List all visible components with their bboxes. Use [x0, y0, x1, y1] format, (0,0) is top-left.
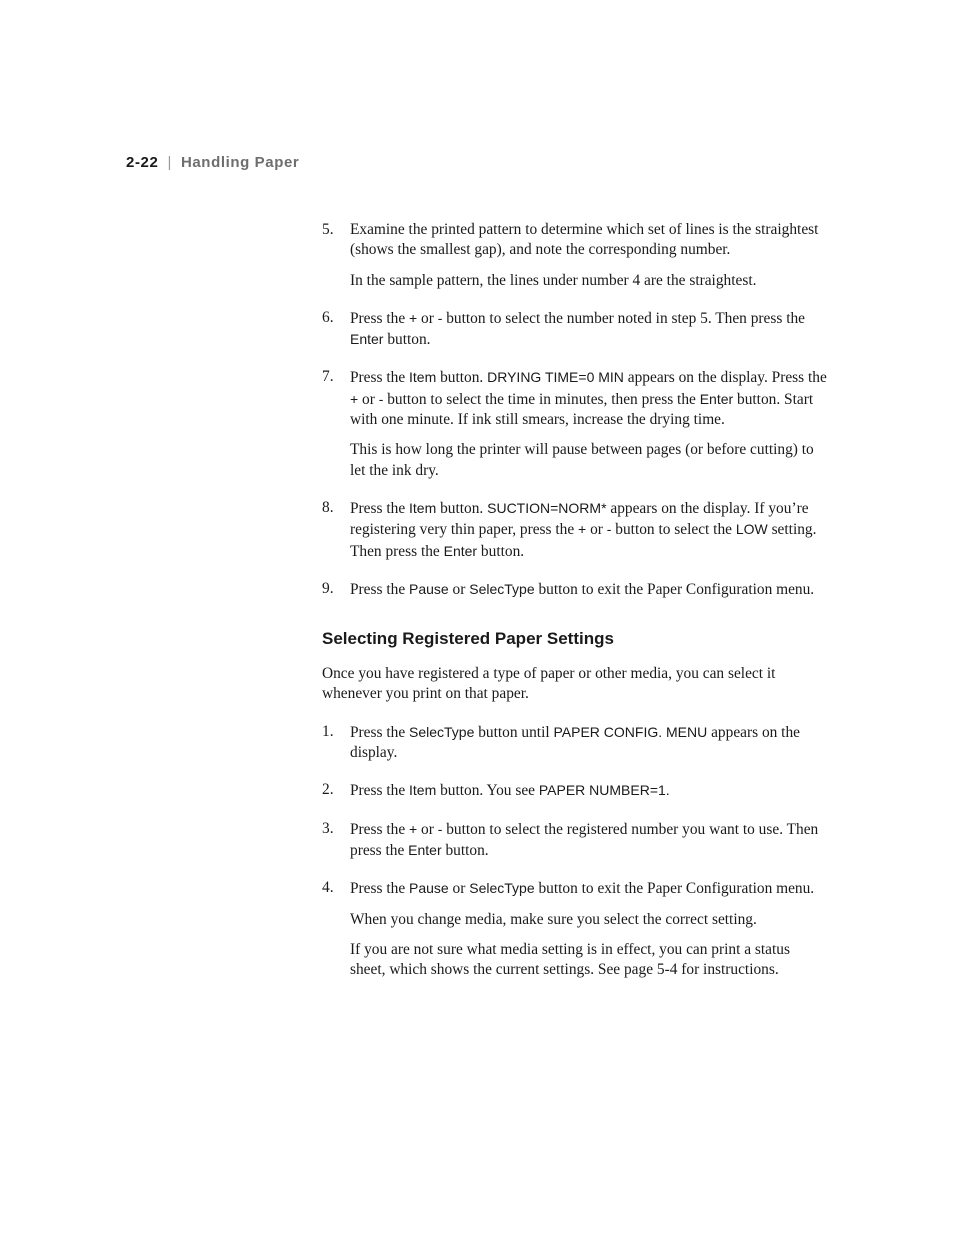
step-number: 5. — [322, 221, 334, 238]
plus-key: + — [578, 521, 587, 538]
header-separator: | — [167, 154, 172, 171]
step-text: Press the + or - button to select the number noted in step 5. Then press the Enter button. — [350, 309, 805, 349]
step-text: Examine the printed pattern to determine which set of lines is the straightest (shows the smallest gap), and note the corresponding number. — [350, 221, 819, 259]
plus-key: + — [409, 820, 418, 837]
step-text: Press the Item button. You see PAPER NUMBER=1. — [350, 782, 670, 800]
step-text: Press the + or - button to select the registered number you want to use. Then press the Enter button. — [350, 820, 819, 859]
selectype-key: SelecType — [409, 723, 475, 740]
pause-key: Pause — [409, 580, 449, 597]
selectype-key: SelecType — [469, 580, 535, 597]
section-intro: Once you have registered a type of paper or other media, you can select it whenever you print on that paper. — [322, 665, 776, 703]
step-number: 4. — [322, 879, 334, 897]
enter-key: Enter — [408, 841, 442, 858]
step-number: 2. — [322, 781, 334, 799]
step-number: 8. — [322, 498, 334, 516]
pause-key: Pause — [409, 880, 449, 897]
page-number: 2-22 — [126, 154, 159, 171]
step-4 — [322, 878, 828, 980]
step-6 — [322, 308, 828, 351]
selectype-key: SelecType — [469, 880, 535, 897]
item-key: Item — [409, 369, 437, 386]
section-title: Handling Paper — [180, 154, 300, 171]
item-key: Item — [409, 499, 437, 516]
plus-key: + — [350, 390, 359, 407]
step-number: 9. — [322, 579, 334, 597]
minus-key: - — [437, 309, 443, 326]
enter-key: Enter — [443, 542, 478, 559]
step-text: Press the Pause or SelecType button to exit the Paper Configuration menu. — [350, 880, 815, 898]
step-text: Press the Pause or SelecType button to exit the Paper Configuration menu. — [350, 580, 815, 598]
step-number: 7. — [322, 368, 334, 386]
step-3 — [322, 819, 828, 862]
minus-key: - — [437, 820, 443, 837]
step-number: 1. — [322, 722, 334, 740]
step-note: This is how long the printer will pause between pages (or before cutting) to let the ink dry. — [350, 441, 814, 479]
low-setting: LOW — [735, 521, 768, 538]
step-9 — [322, 579, 828, 600]
section-heading: Selecting Registered Paper Settings — [322, 629, 614, 649]
running-header — [126, 154, 299, 171]
enter-key: Enter — [699, 390, 734, 407]
display-message: SUCTION=NORM* — [487, 499, 607, 516]
step-note: When you change media, make sure you select the correct setting. — [350, 910, 757, 928]
step-2 — [322, 780, 828, 801]
step-number: 6. — [322, 308, 334, 326]
step-7 — [322, 367, 828, 480]
step-note: If you are not sure what media setting is in effect, you can print a status sheet, which shows the current settings. See page 5-4 for instructions. — [350, 940, 790, 979]
minus-key: - — [606, 521, 612, 538]
step-text: Press the Item button. DRYING TIME=0 MIN appears on the display. Press the + or - button to select the time in minutes, then press the Enter button. Start with one minute. If ink still smears, increase the drying time. — [350, 369, 827, 429]
step-1 — [322, 722, 828, 764]
step-number: 3. — [322, 819, 334, 837]
step-text: Press the Item button. SUCTION=NORM* appears on the display. If you’re registering very thin paper, press the + or - button to select the LOW setting. Then press the Enter button. — [350, 499, 817, 560]
item-key: Item — [409, 782, 437, 799]
enter-key: Enter — [350, 331, 384, 348]
display-message: PAPER CONFIG. MENU — [553, 723, 708, 740]
page-body — [322, 220, 828, 980]
display-message: DRYING TIME=0 MIN — [487, 369, 624, 386]
step-note: In the sample pattern, the lines under number 4 are the straightest. — [350, 271, 757, 289]
minus-key: - — [378, 390, 384, 407]
display-message: PAPER NUMBER=1. — [538, 782, 670, 799]
step-text: Press the SelecType button until PAPER CONFIG. MENU appears on the display. — [350, 723, 800, 762]
plus-key: + — [409, 309, 418, 326]
step-5 — [322, 220, 828, 291]
step-8 — [322, 498, 828, 562]
